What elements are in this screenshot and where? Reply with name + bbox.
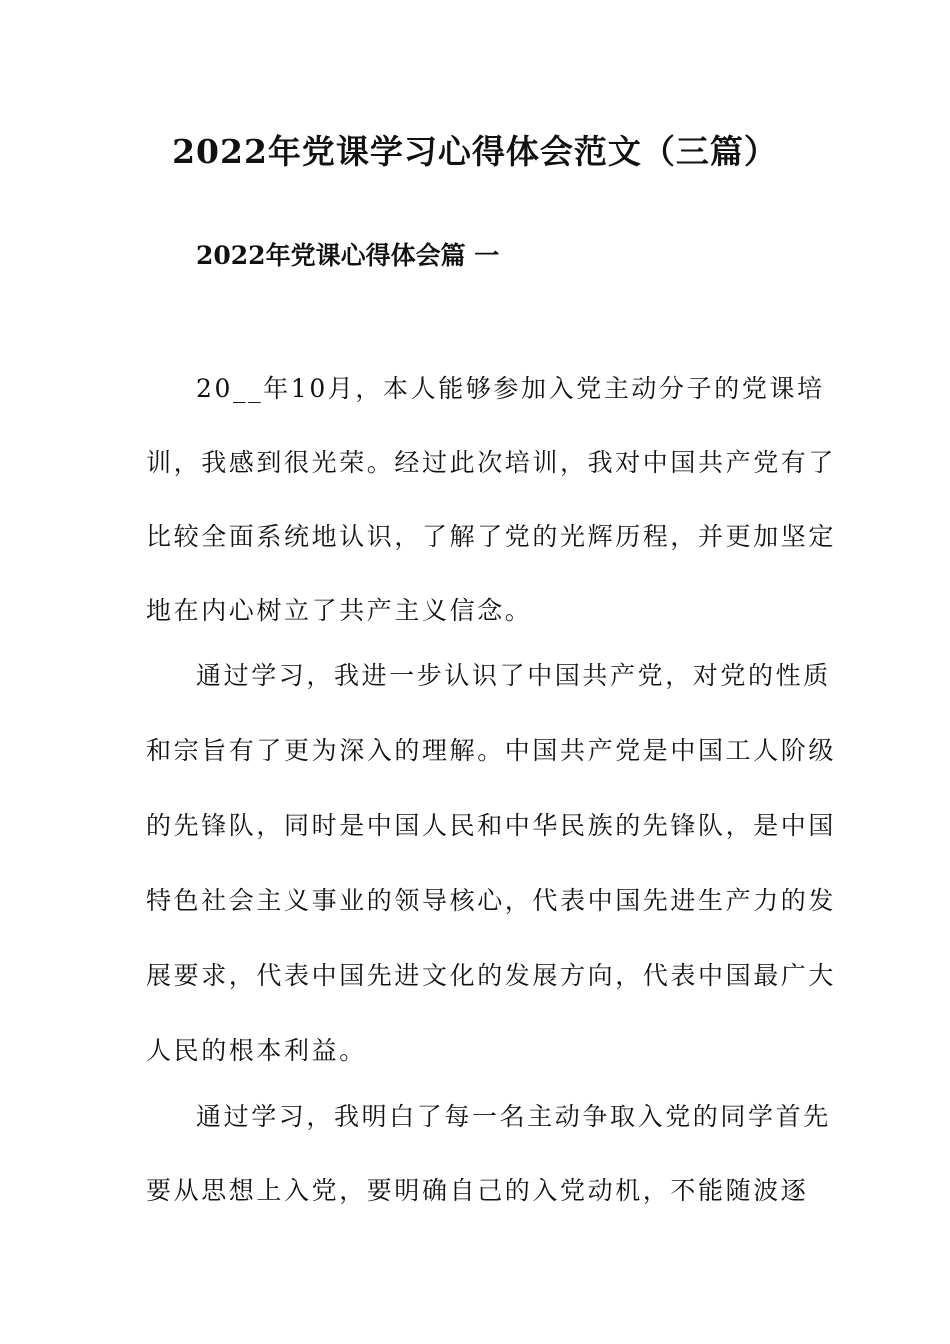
paragraph-line: 要从思想上入党，要明确自己的入党动机，不能随波逐 (146, 1176, 809, 1205)
paragraph-line: 训，我感到很光荣。经过此次培训，我对中国共产党有了 (146, 448, 837, 477)
section-heading: 2022年党课心得体会篇 一 (196, 241, 500, 270)
paragraph-line: 20__年10月，本人能够参加入党主动分子的党课培 (196, 374, 825, 403)
paragraph-line: 通过学习，我进一步认识了中国共产党，对党的性质 (196, 661, 831, 690)
paragraph-line: 和宗旨有了更为深入的理解。中国共产党是中国工人阶级 (146, 736, 837, 765)
paragraph-line: 通过学习，我明白了每一名主动争取入党的同学首先 (196, 1102, 831, 1131)
paragraph-line: 人民的根本利益。 (146, 1036, 367, 1065)
paragraph-line: 的先锋队，同时是中国人民和中华民族的先锋队，是中国 (146, 811, 837, 840)
paragraph-line: 展要求，代表中国先进文化的发展方向，代表中国最广大 (146, 961, 837, 990)
document-title: 2022年党课学习心得体会范文（三篇） (172, 132, 778, 171)
paragraph-line: 地在内心树立了共产主义信念。 (146, 596, 533, 625)
paragraph-line: 特色社会主义事业的领导核心，代表中国先进生产力的发 (146, 886, 837, 915)
paragraph-line: 比较全面系统地认识，了解了党的光辉历程，并更加坚定 (146, 522, 837, 551)
